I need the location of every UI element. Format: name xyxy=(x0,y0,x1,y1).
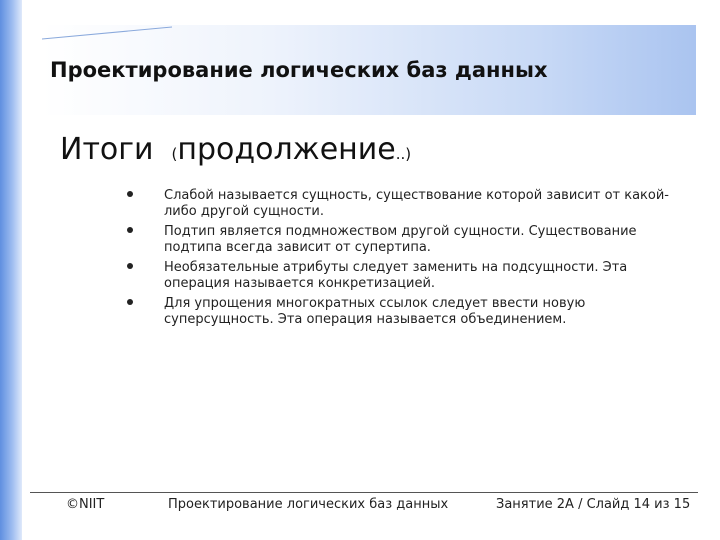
footer-course-title: Проектирование логических баз данных xyxy=(168,497,449,512)
footer-slide-number: Занятие 2A / Слайд 14 из 15 xyxy=(496,497,691,512)
bullet-item xyxy=(124,224,694,256)
bullet-dot-icon xyxy=(127,227,133,233)
bullet-item xyxy=(124,296,694,328)
bullet-item xyxy=(124,188,694,220)
title-band-decor-line xyxy=(42,25,696,55)
footer-copyright: ©NIIT xyxy=(66,497,105,512)
bullet-dot-icon xyxy=(127,299,133,305)
summary-bullet-list xyxy=(124,188,694,332)
left-accent-bar xyxy=(0,0,22,540)
bullet-dot-icon xyxy=(127,191,133,197)
bullet-text: Подтип является подмножеством другой сущности. Существование подтипа всегда зависит от супертипа. xyxy=(164,224,637,255)
bullet-text: Необязательные атрибуты следует заменить на подсущности. Эта операция называется конкретизацией. xyxy=(164,260,628,291)
subtitle-close: ..) xyxy=(395,145,412,163)
subtitle-main: Итоги xyxy=(60,132,154,167)
subtitle-continuation: продолжение xyxy=(177,132,396,167)
bullet-text: Слабой называется сущность, существование которой зависит от какой-либо другой сущности. xyxy=(164,188,669,219)
subtitle-open-paren: ( xyxy=(171,145,178,163)
bullet-item xyxy=(124,260,694,292)
footer-divider xyxy=(30,492,698,493)
bullet-text: Для упрощения многократных ссылок следует ввести новую суперсущность. Эта операция называется объединением. xyxy=(164,296,586,327)
slide-subtitle xyxy=(60,132,411,167)
bullet-dot-icon xyxy=(127,263,133,269)
slide-title: Проектирование логических баз данных xyxy=(50,58,548,82)
